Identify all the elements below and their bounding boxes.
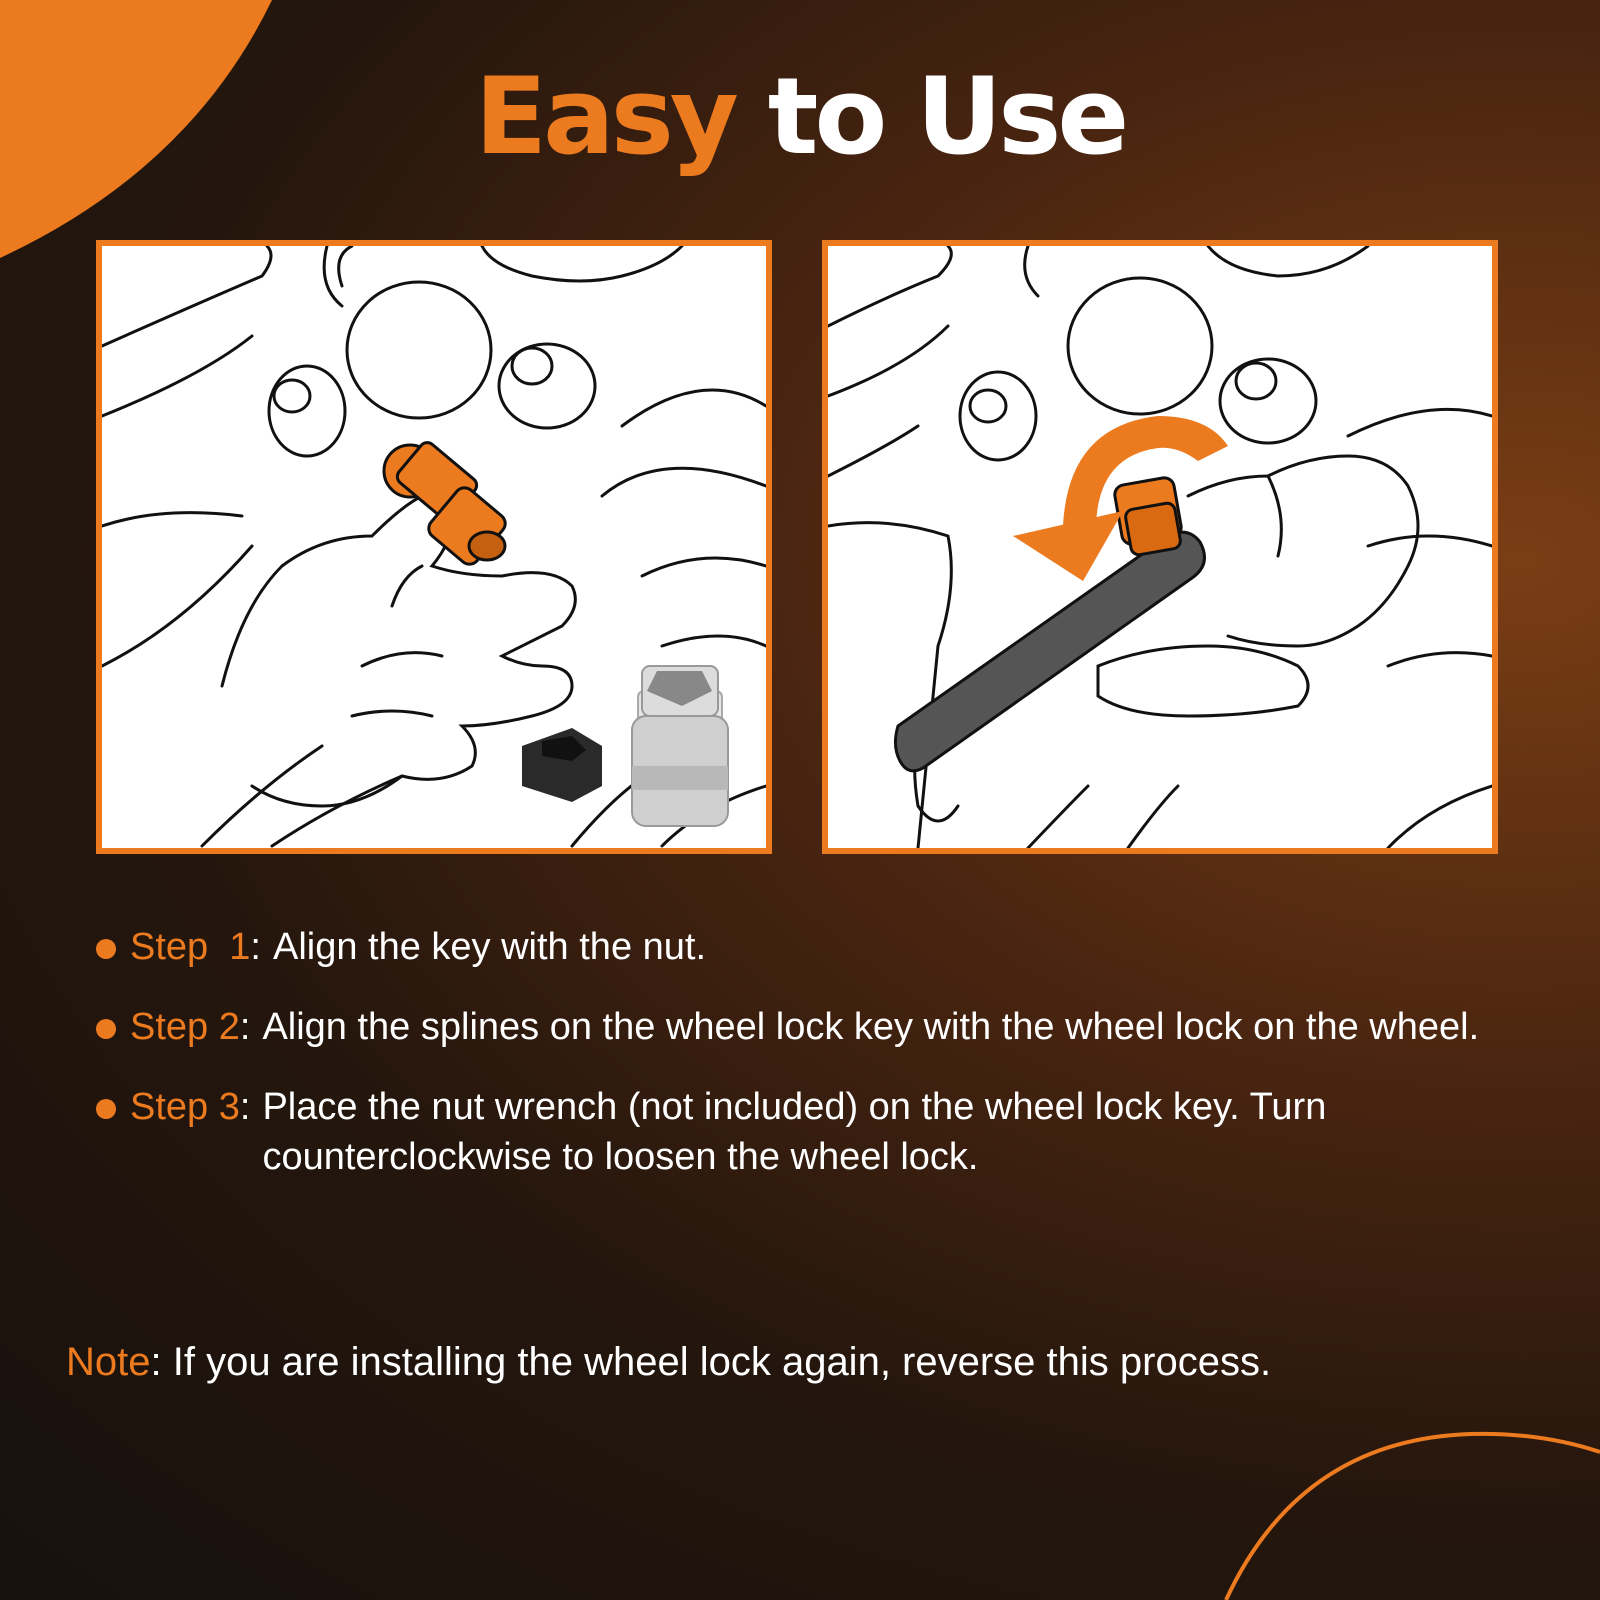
hand-inserting-key-illustration — [102, 246, 766, 848]
step-text: Align the key with the nut. — [272, 926, 707, 968]
step-label: Step 2 — [130, 1006, 240, 1048]
note-text: : If you are installing the wheel lock again, reverse this process. — [150, 1340, 1272, 1384]
bullet-dot — [96, 1099, 116, 1119]
illustration-panel-2 — [822, 240, 1498, 854]
step-label: Step 3 — [130, 1086, 240, 1128]
note — [66, 1336, 1566, 1388]
bullet-dot — [96, 1019, 116, 1039]
note-label: Note — [66, 1340, 151, 1384]
title-accent-word: Easy — [474, 55, 735, 178]
step-item-3 — [96, 1082, 1546, 1182]
page-title — [0, 56, 1600, 178]
step-item-1 — [96, 922, 1546, 972]
bullet-dot — [96, 939, 116, 959]
wrench-turning-key-illustration — [828, 246, 1492, 848]
step-colon: : — [250, 926, 261, 968]
wrench-icon — [895, 532, 1204, 771]
step-item-2 — [96, 1002, 1546, 1052]
key-icon — [1113, 476, 1183, 556]
steps-list — [96, 922, 1546, 1212]
step-colon: : — [239, 1086, 251, 1128]
title-rest: to Use — [734, 55, 1126, 178]
step-text: Align the splines on the wheel lock key with the wheel lock on the wheel. — [262, 1006, 1480, 1048]
key-icon — [384, 439, 509, 568]
step-text: Place the nut wrench (not included) on the wheel lock key. Turn counterclockwise to loosen the wheel lock. — [262, 1086, 1327, 1178]
step-label: Step 1 — [130, 926, 251, 968]
illustration-panel-1 — [96, 240, 772, 854]
wheel-lock-product-icon — [522, 666, 728, 826]
step-colon: : — [239, 1006, 251, 1048]
corner-accent-arc — [1226, 1434, 1600, 1600]
